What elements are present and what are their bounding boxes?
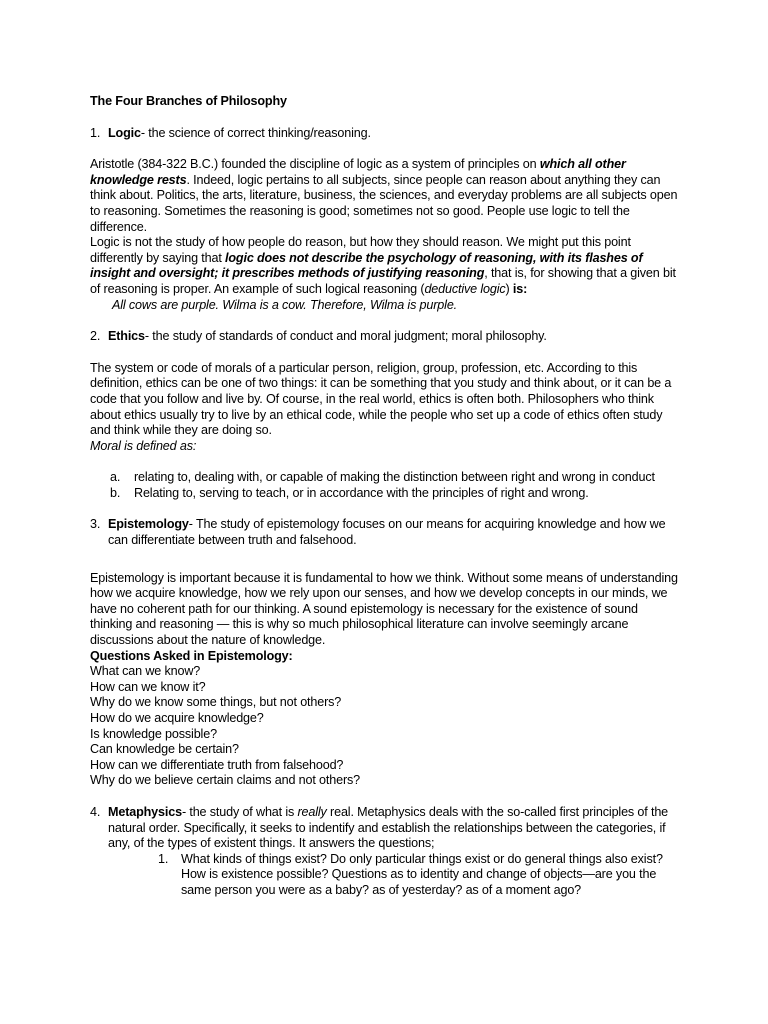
section-definition: - The study of epistemology focuses on our means for acquiring knowledge and how we can differentiate between truth and falsehood. <box>108 517 666 548</box>
moral-definition-list <box>90 470 682 501</box>
section-ethics-heading <box>90 329 682 345</box>
italic-term: really <box>297 804 327 819</box>
metaphysics-questions-list <box>90 852 682 899</box>
list-item: How can we know it? <box>90 679 206 694</box>
section-logic-heading <box>90 126 682 142</box>
epistemology-questions <box>90 664 682 789</box>
questions-heading: Questions Asked in Epistemology: <box>90 648 293 663</box>
italic-term: deductive logic <box>424 281 506 296</box>
list-item: a. relating to, dealing with, or capable of making the distinction between right and wrong in conduct <box>110 470 655 485</box>
list-item: How do we acquire knowledge? <box>90 711 264 725</box>
list-item: What can we know? <box>90 664 201 679</box>
ethics-paragraph: The system or code of morals of a particular person, religion, group, profession, etc. According to this definition, ethics can be one of two things: it can be something that you study and think about, or it can be a code that you follow and live by. Of course, in the real world, ethics is often both. Philosophers who think about ethics usually try to live by an ethical code, while the people who set up a code of ethics often study and think while they are doing so. <box>90 360 672 438</box>
logic-paragraph-1: Aristotle (384-322 B.C.) founded the discipline of logic as a system of principles on which all other knowledge rests. Indeed, logic pertains to all subjects, since people can reason about anything they can think about. Politics, the arts, literature, business, the sciences, and everyday problems are all subjects open to reasoning. Sometimes the reasoning is good; sometimes not so good. People use logic to tell the difference. <box>90 157 678 234</box>
epistemology-paragraph: Epistemology is important because it is fundamental to how we think. Without some means of understanding how we acquire knowledge, how we rely upon our senses, and how we develop concepts in our minds, we have no coherent path for our thinking. A sound epistemology is necessary for the existence of sound thinking and reasoning — this is why so much philosophical literature can involve seemingly arcane discussions about the nature of knowledge. <box>90 570 678 648</box>
list-item: Why do we know some things, but not others? <box>90 695 342 710</box>
section-number: 1. <box>90 125 101 140</box>
list-item: b. Relating to, serving to teach, or in accordance with the principles of right and wrong. <box>110 485 589 500</box>
section-metaphysics-heading: 4. Metaphysics- the study of what is really real. Metaphysics deals with the so-called first principles of the natural order. Specifically, it seeks to indentify and establish the relationships between the categories, if any, of the types of existent things. It answers the questions; <box>90 804 669 851</box>
list-item: 1. What kinds of things exist? Do only particular things exist or do general things also exist? How is existence possible? Questions as to identity and change of objects—are you the same person you were as a baby? as of yesterday? as of a moment ago? <box>158 851 663 897</box>
section-number: 4. <box>90 804 101 819</box>
section-term: Logic <box>108 125 141 140</box>
logic-paragraph-2: Logic is not the study of how people do reason, but how they should reason. We might put this point differently by saying that logic does not describe the psychology of reasoning, with its flashes of insight and oversight; it prescribes methods of justifying reasoning, that is, for showing that a given bit of reasoning is proper. An example of such logical reasoning (deductive logic) is: <box>90 235 676 296</box>
list-item: Can knowledge be certain? <box>90 742 239 757</box>
logic-example: All cows are purple. Wilma is a cow. Therefore, Wilma is purple. <box>112 297 458 312</box>
emphasis-text: logic does not describe the psychology of reasoning, with its flashes of insight and oversight; it prescribes methods of justifying reasoning <box>90 250 643 281</box>
emphasis-text: which all other knowledge rests <box>90 157 626 187</box>
section-term: Metaphysics <box>108 804 182 819</box>
list-item: Why do we believe certain claims and not others? <box>90 773 361 788</box>
section-term: Epistemology <box>108 517 189 532</box>
list-item: How can we differentiate truth from falsehood? <box>90 757 344 772</box>
moral-intro: Moral is defined as: <box>90 438 197 453</box>
section-epistemology-heading <box>90 517 682 548</box>
section-definition: - the science of correct thinking/reasoning. <box>140 125 371 140</box>
list-item: Is knowledge possible? <box>90 726 217 741</box>
document-title: The Four Branches of Philosophy <box>90 94 287 108</box>
section-number: 3. <box>90 517 101 532</box>
section-definition: - the study of standards of conduct and moral judgment; moral philosophy. <box>144 329 547 344</box>
section-number: 2. <box>90 329 101 344</box>
document-body <box>90 94 682 899</box>
section-term: Ethics <box>108 329 145 344</box>
